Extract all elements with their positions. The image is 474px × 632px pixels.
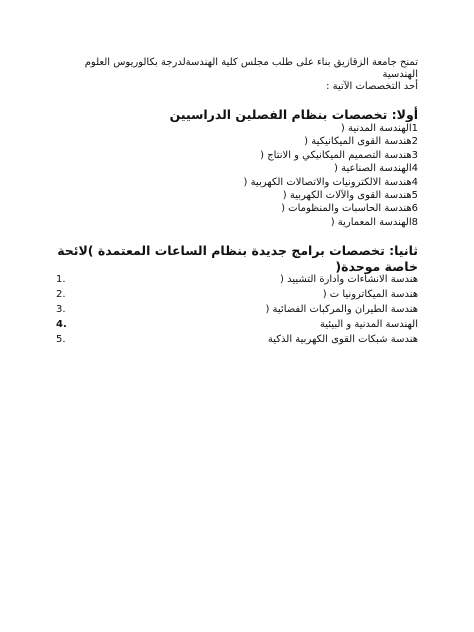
list-item <box>243 189 418 202</box>
item-number: 1. <box>56 274 66 285</box>
list-item <box>56 302 418 317</box>
intro-line-1: تمنح جامعة الزقازيق بناء على طلب مجلس كلية الهندسةلدرجة بكالوريوس العلوم الهندسية <box>84 57 418 80</box>
item-number: 1 <box>411 123 418 134</box>
item-number: 2 <box>411 136 418 148</box>
item-label: هندسة التصميم الميكانيكي و الانتاج ( <box>260 149 412 161</box>
item-number: 4 <box>411 163 418 175</box>
item-number: 3. <box>56 304 66 315</box>
item-label: الهندسة المعمارية ( <box>330 216 412 228</box>
item-number: 5. <box>56 334 66 345</box>
item-number: 6 <box>411 203 418 215</box>
list-item <box>243 162 418 175</box>
list-item <box>56 317 418 332</box>
intro-paragraph <box>56 57 418 93</box>
item-label: الهندسة المدنية و البيئية <box>319 319 418 330</box>
section-1-list <box>243 122 418 229</box>
section-1-heading: أولا: تخصصات بنظام الفصلين الدراسيين <box>169 107 418 122</box>
list-item <box>243 176 418 189</box>
item-label: هندسة الميكاترونيا ت ( <box>322 289 418 300</box>
intro-line-2: أحد التخصصات الآتية : <box>326 81 418 92</box>
item-label: هندسة الحاسبات والمنظومات ( <box>281 203 412 215</box>
item-label: الهندسة المدنية ( <box>340 123 412 134</box>
item-label: هندسة الالكترونيات والاتصالات الكهربية ( <box>243 176 412 188</box>
item-number: 4. <box>56 319 67 330</box>
item-label: هندسة القوى والآلات الكهربية ( <box>282 190 412 202</box>
list-item <box>243 216 418 229</box>
list-item <box>56 287 418 302</box>
item-number: 5 <box>411 190 418 202</box>
item-number: 8 <box>411 216 418 228</box>
item-label: هندسة شبكات القوى الكهربية الذكية <box>267 334 418 345</box>
item-label: هندسة القوى الميكانيكية ( <box>304 136 412 148</box>
item-label: هندسة الانشاءات وادارة التشييد ( <box>280 274 418 285</box>
section-2-heading: ثانيا: تخصصات برامج جديدة بنظام الساعات المعتمدة )لائحة خاصة موحدة( <box>57 243 418 274</box>
list-item <box>243 135 418 148</box>
item-label: الهندسة الصناعية ( <box>334 163 412 175</box>
list-item <box>243 202 418 215</box>
item-number: 4 <box>411 176 418 188</box>
list-item <box>243 149 418 162</box>
item-label: هندسة الطيران والمركبات الفضائية ( <box>265 304 418 315</box>
section-2-list <box>56 272 418 347</box>
list-item <box>56 272 418 287</box>
list-item <box>243 122 418 135</box>
item-number: 3 <box>411 149 418 161</box>
list-item <box>56 332 418 347</box>
item-number: 2. <box>56 289 66 300</box>
